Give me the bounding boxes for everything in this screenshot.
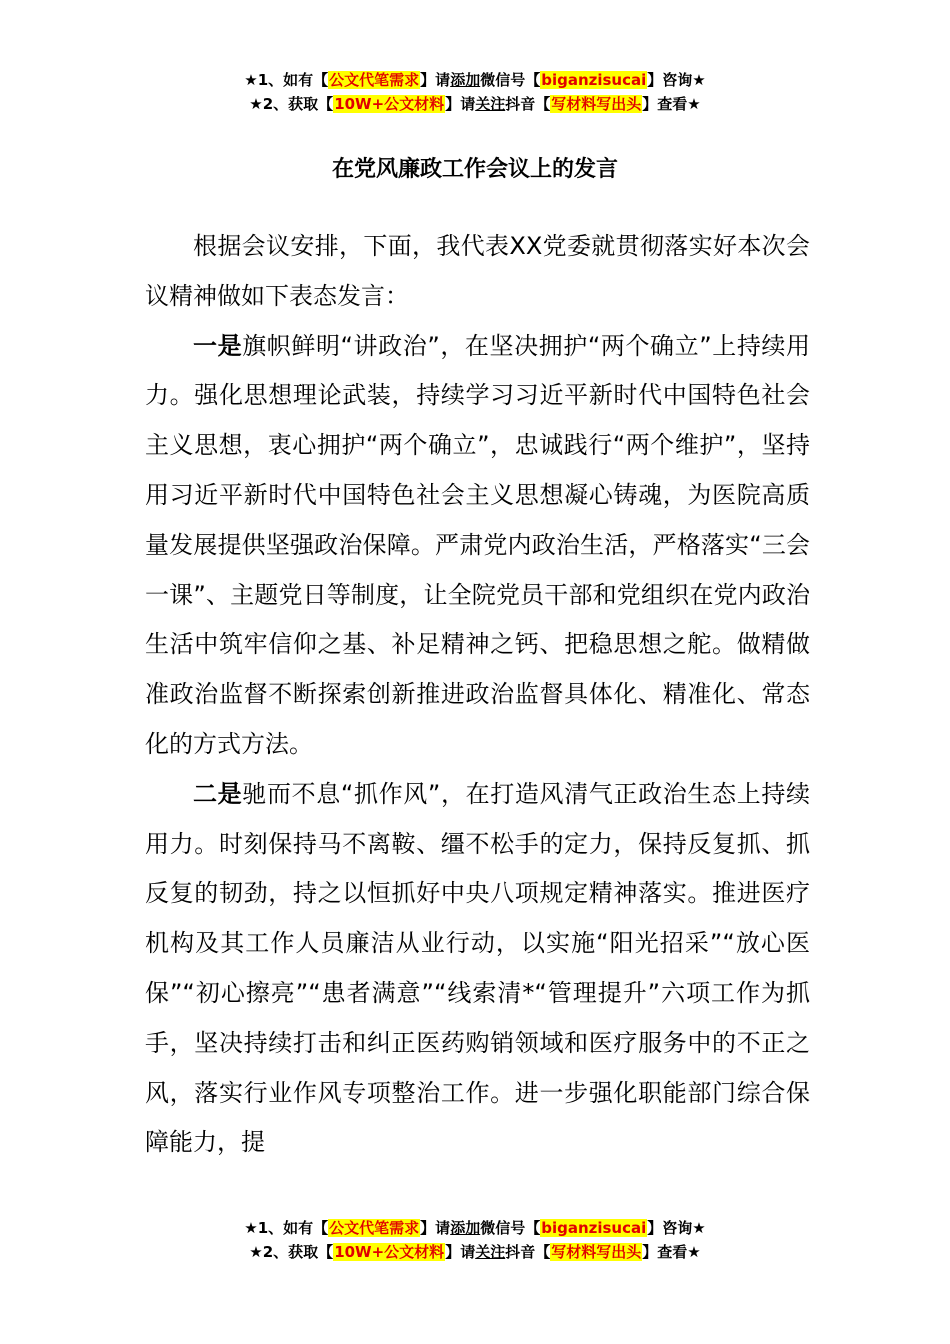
header-banner <box>0 68 950 116</box>
paragraph-text: 驰而不息“抓作风”，在打造风清气正政治生态上持续用力。时刻保持马不离鞍、缰不松手的定力，保持反复抓、抓反复的韧劲，持之以恒抓好中央八项规定精神落实。推进医疗机构及其工作人员廉洁从业行动，以实施“阳光招采”“放心医保”“初心擦亮”“患者满意”“线索清*“管理提升”六项工作为抓手，坚决持续打击和纠正医药购销领域和医疗服务中的不正之风，落实行业作风专项整治工作。进一步强化职能部门综合保障能力，提 <box>145 779 810 1157</box>
banner-text: ★1、如有【 <box>244 1219 329 1237</box>
banner-text: 】咨询★ <box>647 71 706 89</box>
paragraph-intro: 根据会议安排，下面，我代表XX党委就贯彻落实好本次会议精神做如下表态发言： <box>145 232 810 310</box>
banner-highlight: 10W+公文材料 <box>334 1243 445 1261</box>
banner-text: 】请 <box>420 71 451 89</box>
banner-text: 微信号【 <box>480 71 541 89</box>
banner-highlight: biganzisucai <box>541 71 647 89</box>
banner-text: 】请 <box>445 95 476 113</box>
banner-text: 】请 <box>445 1243 476 1261</box>
banner-text: 】查看★ <box>642 95 701 113</box>
paragraph-2 <box>145 770 810 1168</box>
banner-line-1 <box>0 68 950 92</box>
banner-text: ★2、获取【 <box>249 1243 334 1261</box>
banner-highlight: 写材料写出头 <box>551 95 642 113</box>
banner-line-2 <box>0 1240 950 1264</box>
paragraph-lead: 二是 <box>193 779 243 808</box>
banner-highlight: 公文代笔需求 <box>329 71 420 89</box>
banner-text: 抖音【 <box>505 1243 551 1261</box>
banner-text: 】咨询★ <box>647 1219 706 1237</box>
banner-emphasis: 添加 <box>450 71 481 89</box>
banner-line-2 <box>0 92 950 116</box>
document-body <box>145 222 810 1168</box>
banner-highlight: biganzisucai <box>541 1219 647 1237</box>
banner-emphasis: 关注 <box>475 95 506 113</box>
banner-highlight: 写材料写出头 <box>551 1243 642 1261</box>
banner-emphasis: 关注 <box>475 1243 506 1261</box>
banner-text: 】查看★ <box>642 1243 701 1261</box>
document-title: 在党风廉政工作会议上的发言 <box>331 157 618 182</box>
banner-line-1 <box>0 1216 950 1240</box>
banner-text: 微信号【 <box>480 1219 541 1237</box>
paragraph-1 <box>145 322 810 770</box>
banner-text: ★2、获取【 <box>249 95 334 113</box>
banner-highlight: 10W+公文材料 <box>334 95 445 113</box>
paragraph-lead: 一是 <box>193 331 243 360</box>
banner-highlight: 公文代笔需求 <box>329 1219 420 1237</box>
paragraph-text: 旗帜鲜明“讲政治”，在坚决拥护“两个确立”上持续用力。强化思想理论武装，持续学习习近平新时代中国特色社会主义思想，衷心拥护“两个确立”，忠诚践行“两个维护”，坚持用习近平新时代中国特色社会主义思想凝心铸魂，为医院高质量发展提供坚强政治保障。严肃党内政治生活，严格落实“三会一课”、主题党日等制度，让全院党员干部和党组织在党内政治生活中筑牢信仰之基、补足精神之钙、把稳思想之舵。做精做准政治监督不断探索创新推进政治监督具体化、精准化、常态化的方式方法。 <box>145 331 811 758</box>
banner-emphasis: 添加 <box>450 1219 481 1237</box>
footer-banner <box>0 1216 950 1264</box>
banner-text: ★1、如有【 <box>244 71 329 89</box>
banner-text: 】请 <box>420 1219 451 1237</box>
banner-text: 抖音【 <box>505 95 551 113</box>
